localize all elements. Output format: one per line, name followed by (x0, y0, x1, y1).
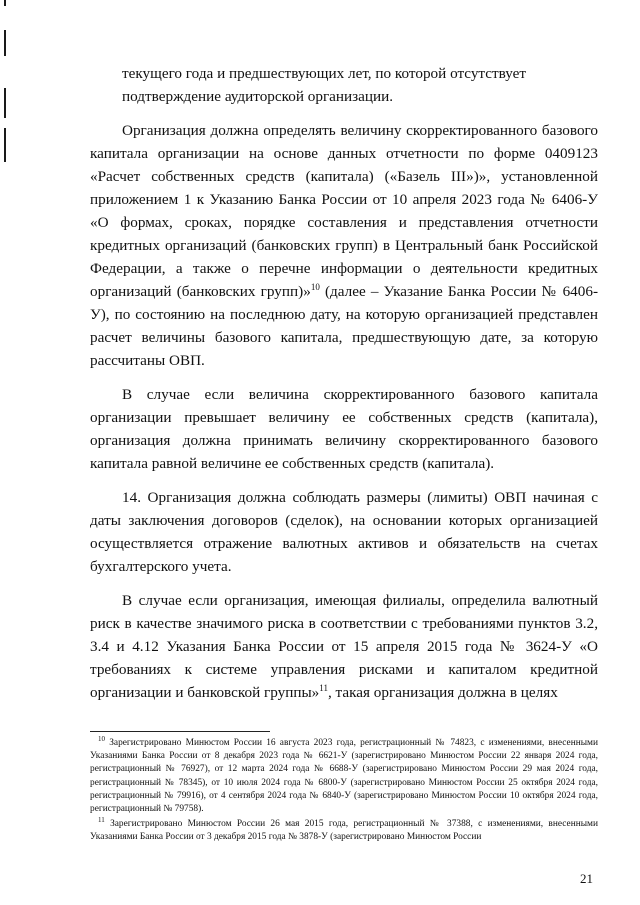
footnote-reference[interactable]: 11 (319, 682, 328, 693)
paragraph-text: В случае если организация, имеющая филиалы, определила валютный риск в качестве значимого риска в соответствии с требованиями пунктов 3.2, 3.4 и 4.12 Указания Банка России от 15 апреля 2015 года № 3624-У «О требованиях к системе управления рисками и капиталом кредитной организации и банковской группы» (90, 592, 598, 701)
footnote-10 (90, 734, 598, 816)
margin-mark (4, 0, 6, 6)
paragraph-text: текущего года и предшествующих лет, по которой отсутствует подтверждение аудиторской организации. (122, 65, 527, 105)
paragraph-text: , такая организация должна в целях (327, 684, 558, 701)
footnotes (90, 734, 598, 847)
margin-mark (4, 88, 6, 118)
paragraph-continuation (90, 62, 598, 108)
paragraph-capital-calculation (90, 119, 598, 372)
paragraph-capital-excess (90, 383, 598, 475)
document-body (90, 62, 598, 704)
margin-mark (4, 30, 6, 56)
page-number: 21 (580, 871, 593, 886)
margin-mark (4, 128, 6, 162)
paragraph-currency-risk (90, 589, 598, 704)
footnote-separator (90, 731, 270, 732)
footnote-11 (90, 818, 598, 844)
paragraph-text: Организация должна определять величину скорректированного базового капитала организации на основе данных отчетности по форме 0409123 «Расчет собственных средств (капитала) («Базель III»)», установленной приложением 1 к Указанию Банка России от 10 апреля 2023 года № 6406-У «О формах, сроках, порядке составления и представления отчетности кредитных организаций (банковских групп) в Центральный банк Российской Федерации, а также о перечне информации о деятельности кредитных организаций (банковских групп)» (90, 122, 598, 300)
paragraph-item-14 (90, 486, 598, 578)
footnote-number: 11 (98, 816, 105, 825)
paragraph-text: В случае если величина скорректированного базового капитала организации превышает величину ее собственных средств (капитала), организация должна принимать величину скорректированного базового капитала равной величине ее собственных средств (капитала). (90, 386, 598, 472)
footnote-text: Зарегистрировано Минюстом России 26 мая 2015 года, регистрационный № 37388, с изменениями, внесенными Указаниями Банка России от 3 декабря 2015 года № 3878-У (зарегистрировано Минюстом России (90, 819, 598, 843)
footnote-text: Зарегистрировано Минюстом России 16 августа 2023 года, регистрационный № 74823, с изменениями, внесенными Указаниями Банка России от 8 декабря 2023 года № 6621-У (зарегистрировано Минюстом России 22 января 2024 года, регистрационный № 76927), от 12 марта 2024 года № 6688-У (зарегистрировано Минюстом России 29 мая 2024 года, регистрационный № 78345), от 10 июля 2024 года № 6800-У (зарегистрировано Минюстом России 25 октября 2024 года, регистрационный № 79916), от 4 сентября 2024 года № 6840-У (зарегистрировано Минюстом России 10 октября 2024 года, регистрационный № 79758). (90, 738, 598, 815)
footnote-reference[interactable]: 10 (310, 281, 320, 292)
footnote-number: 10 (98, 734, 105, 743)
paragraph-text: (далее – Указание Банка России № 6406-У), по состоянию на последнюю дату, на которую организацией представлен расчет величины базового капитала, предшествующую дате, за которую рассчитаны ОВП. (90, 283, 599, 369)
paragraph-text: 14. Организация должна соблюдать размеры (лимиты) ОВП начиная с даты заключения договоров (сделок), на основании которых организацией осуществляется отражение валютных активов и обязательств на счетах бухгалтерского учета. (90, 489, 598, 575)
